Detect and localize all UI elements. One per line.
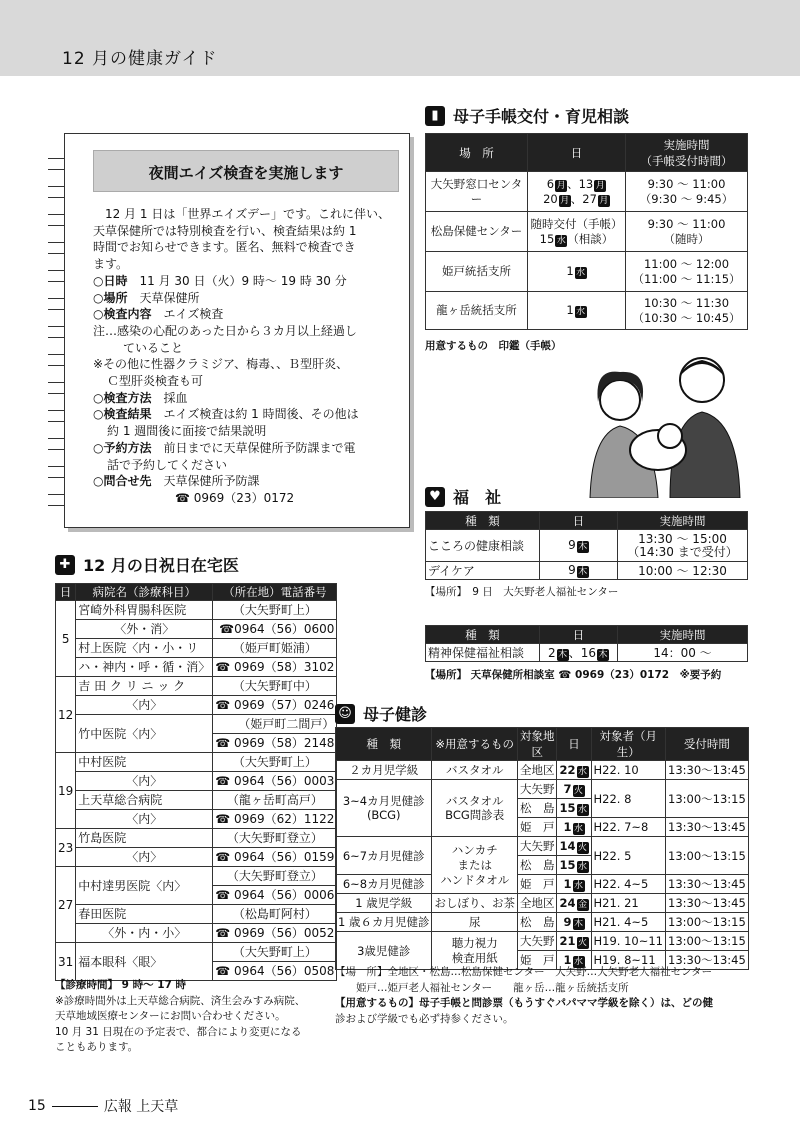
table-row: 〈内〉 ☎ 0969（57）0246 [56,696,337,715]
table-row: 〈内〉 ☎ 0964（56）0159 [56,848,337,867]
welfare-heading: ♥ 福 祉 [425,485,501,508]
aids-notice-card [64,133,410,528]
aids-intro-line: 時間でお知らせできます。匿名、無料で検査でき [93,240,356,255]
welfare-place: 【場所】 9 日 大矢野老人福祉センター [425,586,619,598]
checkup-notes: 【場 所】全地区・松島…松島保健センター 大矢野…大矢野老人福祉センター 姫戸…姫戸老人福祉センター 龍ヶ岳…龍ヶ岳統括支所 【用意するもの】母子手帳と問診票（もうすぐパパママ学級を除く）は、どの健 診および学級でも必ず持参ください。 [335,966,713,1025]
page-footer [28,1096,178,1116]
table-row: 春田医院 （松島町阿村） [56,905,337,924]
table-row: 3歳児健診 聴力視力 検査用紙 大矢野 21 火 H19. 10~11 13:00～13:15 [336,932,749,951]
magazine-name: 広報 上天草 [103,1099,179,1115]
aids-contact: ○問合せ先 天草保健所予防課 [93,474,260,489]
table-row: デイケア 9 木 10:00 ～ 12:30 [426,562,748,580]
holiday-heading: ✚ 12 月の日祝日在宅医 [55,553,239,576]
footer-rule [52,1106,98,1107]
heart-icon: ♥ [425,487,445,507]
welfare-table: 種 類 日 実施時間 こころの健康相談 9 木 13:30 ～ 15:00 （14:30 まで受付） デイケア 9 木 10:00 ～ 12:30 [425,511,748,580]
maternal-heading: ▮ 母子手帳交付・育児相談 [425,104,629,127]
table-row: 1 歳児学級 おしぼり、お茶 全地区 24 金 H21. 21 13:30～13:45 [336,894,749,913]
table-row: 龍ヶ岳統括支所 1 水 10:30 ～ 11:30 （10:30 ～ 10:45） [426,292,748,330]
aids-note: ていること [123,340,184,355]
mental-health-table: 種 類 日 実施時間 精神保健福祉相談 2 木 、16 木 14：00 ～ [425,625,748,662]
checkup-heading: ☺ 母子健診 [335,702,427,725]
table-row: 31 福本眼科〈眼〉 （大矢野町上） [56,943,337,962]
table-row: 精神保健福祉相談 2 木 、16 木 14：00 ～ [426,644,748,662]
table-row: 27 中村達男医院〈内〉 （大矢野町登立） [56,867,337,886]
table-row: 6~7カ月児健診 ハンカチ または ハンドタオル 大矢野 14 火 H22. 5 13:00～13:15 [336,837,749,856]
aids-title: 夜間エイズ検査を実施します [148,164,344,182]
table-row: 竹中医院〈内〉 （姫戸町二間戸） [56,715,337,734]
aids-intro-line: 天草保健所では特別検査を行い、検査結果は約 1 [93,223,357,238]
aids-intro-line: 12 月 1 日は「世界エイズデー」です。これに伴い、 [93,207,391,221]
table-row: 〈外・内・小〉 ☎ 0969（56）0052 [56,924,337,943]
page-title: 12 月の健康ガイド [62,49,218,69]
aids-intro-line: ます。 [93,257,129,272]
aids-contact-tel: ☎ 0969（23）0172 [175,490,295,505]
aids-result-cont: 約 1 週間後に面接で結果説明 [107,424,267,439]
holiday-notes: 【診療時間】 9 時～ 17 時 ※診療時間外は上天草総合病院、済生会みすみ病院、 天草地域医療センターにお問い合わせください。 10 月 31 日現在の予定表で、都合により変更になる こともあります。 [55,979,306,1053]
table-row: 村上医院〈内・小・リ （姫戸町姫浦） [56,639,337,658]
table-row: 姫戸統括支所 1 水 11:00 ～ 12:00 （11:00 ～ 11:15） [426,252,748,292]
checkup-table: 種 類 ※用意するもの 対象地区 日 対象者（月生） 受付時間 ２カ月児学級 バスタオル 全地区 22 水 H22. 10 13:30～13:45 3~4カ月児健診 (BCG) バスタオル BCG問診表 大矢野 7 火 H22. 8 13:00～13:15 松 島 15 水 姫 戸 1 水 H22. 7~8 13:30～13:45 6~7カ月児健診 ハンカチ または ハンドタオル 大矢野 14 火 H22. 5 13:00～13:15 松 島 15 水 6~8カ月児健診 姫 戸 1 水 H22. 4~5 13:30～13:45 1 歳児学級 おしぼり、お茶 全地区 24 金 H21. 21 13:30～13:45 1 歳６カ月児健診 尿 松 島 9 木 H21. 4~5 13:00～13:15 3歳児健診 聴力視力 検査用紙 大矢野 21 火 H19. 10~11 13:00～13:15 姫 戸 1 水 H19. 8~11 13:30～13:45 [335,727,749,970]
table-row: 〈外・消〉 ☎0964（56）0600 [56,620,337,639]
maternal-table: 場 所 日 実施時間 （手帳受付時間） 大矢野窓口センター 6 月 、13 月 20 月 、27 月 9:30 ～ 11:00 （9:30 ～ 9:45） 松島保健センター 随時交付（手帳） 15 水 （相談） 9:30 ～ 11:00 （随時） 姫戸統括支所 1 水 11:00 ～ 12:00 （11:00 ～ 11:15） 龍ヶ岳統括支所 1 水 10:30 ～ 11:30 （10:30 ～ 10:45） [425,133,748,330]
table-row: ２カ月児学級 バスタオル 全地区 22 水 H22. 10 13:30～13:45 [336,761,749,780]
mental-health-place: 【場所】 天草保健所相談室 ☎ 0969（23）0172 ※要予約 [425,669,722,681]
page-number: 15 [28,1098,46,1114]
table-row: 松 島 15 水 [336,799,749,818]
aids-content: ○検査内容 エイズ検査 [93,307,224,322]
aids-place: ○場所 天草保健所 [93,290,200,305]
table-row: 松島保健センター 随時交付（手帳） 15 水 （相談） 9:30 ～ 11:00 （随時） [426,212,748,252]
table-row: 12 吉 田 ク リ ニ ッ ク （大矢野町中） [56,677,337,696]
aids-method: ○検査方法 採血 [93,390,188,405]
table-row: ☎ 0969（58）2148 [56,734,337,753]
holiday-doctor-table: 日 病院名（診療科目） （所在地）電話番号 5 宮崎外科胃腸科医院 （大矢野町上） 〈外・消〉 ☎0964（56）0600 村上医院〈内・小・リ （姫戸町姫浦） ハ・神内・呼・循・消〉 ☎ 0969（58）3102 12 吉 田 ク リ ニ ッ ク （大矢野町中） 〈内〉 ☎ 0969（57）0246 竹中医院〈内〉 （姫戸町二間戸） ☎ 0969（58）2148 19 中村医院 （大矢野町上） 〈内〉 ☎ 0964（56）0003 上天草総合病院 （龍ヶ岳町高戸） 〈内〉 ☎ 0969（62）1122 23 竹島医院 （大矢野町登立） 〈内〉 ☎ 0964（56）0159 27 中村達男医院〈内〉 （大矢野町登立） ☎ 0964（56）0006 春田医院 （松島町阿村） 〈外・内・小〉 ☎ 0969（56）0052 31 福本眼科〈眼〉 （大矢野町上） ☎ 0964（56）0508 [55,583,337,981]
aids-date: ○日時 11 月 30 日（火）9 時～ 19 時 30 分 [93,273,347,288]
table-row: ☎ 0964（56）0508 [56,962,337,981]
aids-reserve: ○予約方法 前日までに天草保健所予防課まで電 [93,440,356,455]
maternal-bring: 用意するもの 印鑑（手帳） [425,340,562,352]
aids-body [93,206,401,507]
table-row: 3~4カ月児健診 (BCG) バスタオル BCG問診表 大矢野 7 火 H22. 8 13:00～13:15 [336,780,749,799]
family-illustration [570,350,750,498]
baby-bottle-icon: ▮ [425,106,445,126]
table-row: 姫 戸 1 水 H22. 7~8 13:30～13:45 [336,818,749,837]
table-row: 松 島 15 水 [336,856,749,875]
table-row: 1 歳６カ月児健診 尿 松 島 9 木 H21. 4~5 13:00～13:15 [336,913,749,932]
table-row: 〈内〉 ☎ 0964（56）0003 [56,772,337,791]
table-row: 5 宮崎外科胃腸科医院 （大矢野町上） [56,601,337,620]
table-row: ハ・神内・呼・循・消〉 ☎ 0969（58）3102 [56,658,337,677]
aids-note: ※その他に性器クラミジア、梅毒、、Ｂ型肝炎、 [93,357,349,372]
medical-cross-icon: ✚ [55,555,75,575]
aids-result: ○検査結果 エイズ検査は約 1 時間後、その他は [93,407,359,422]
table-row: 23 竹島医院 （大矢野町登立） [56,829,337,848]
aids-note: Ｃ型肝炎検査も可 [107,374,204,389]
table-row: 19 中村医院 （大矢野町上） [56,753,337,772]
table-row: 6~8カ月児健診 姫 戸 1 水 H22. 4~5 13:30～13:45 [336,875,749,894]
aids-title-bar [93,150,399,192]
table-row: 姫 戸 1 水 H19. 8~11 13:30～13:45 [336,951,749,970]
table-row: 〈内〉 ☎ 0969（62）1122 [56,810,337,829]
aids-reserve-cont: 話で予約してください [107,457,228,472]
table-row: 大矢野窓口センター 6 月 、13 月 20 月 、27 月 9:30 ～ 11:00 （9:30 ～ 9:45） [426,172,748,212]
page-header [0,0,800,76]
table-row: ☎ 0964（56）0006 [56,886,337,905]
table-row: こころの健康相談 9 木 13:30 ～ 15:00 （14:30 まで受付） [426,530,748,562]
table-row: 上天草総合病院 （龍ヶ岳町高戸） [56,791,337,810]
aids-note: 注…感染の心配のあった日から３カ月以上経過し [93,323,357,338]
baby-face-icon: ☺ [335,704,355,724]
